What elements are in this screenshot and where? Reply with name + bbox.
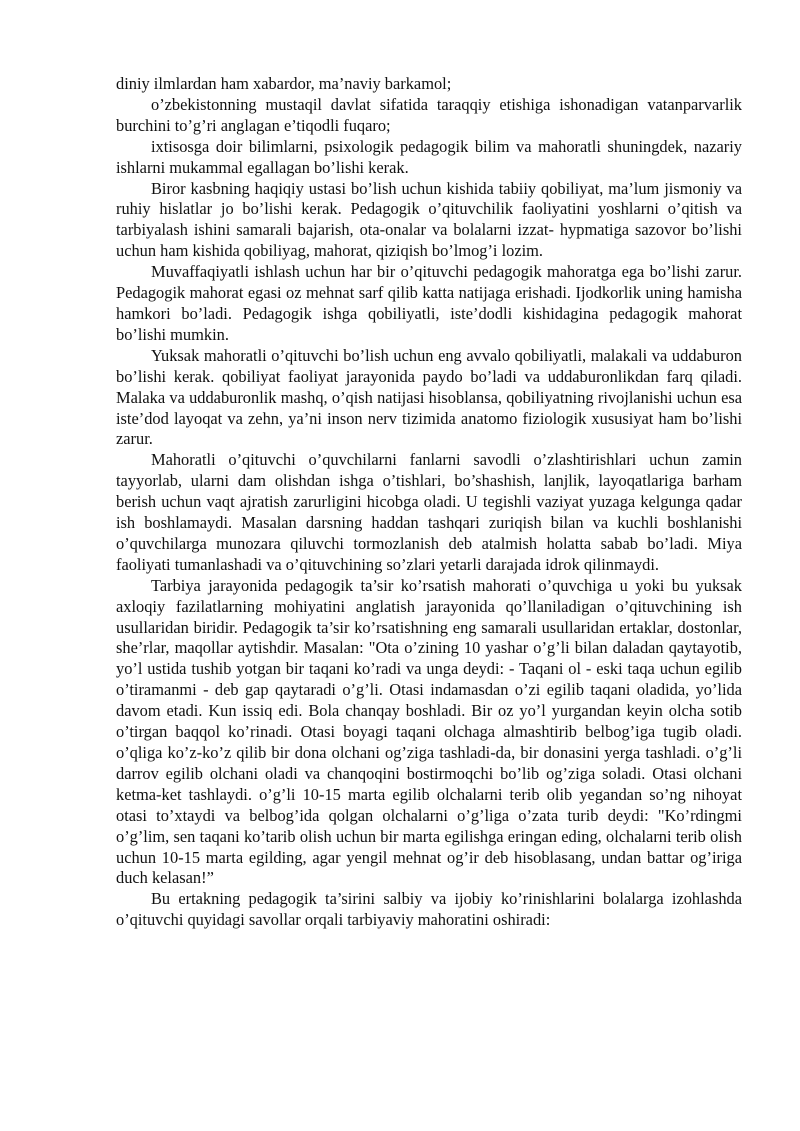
- paragraph-tale-explanation: Bu ertakning pedagogik ta’sirini salbiy va ijobiy ko’rinishlarini bolalarga izohlashda o’qituvchi quyidagi savollar orqali tarbiyaviy mahoratini oshiradi:: [116, 889, 742, 930]
- paragraph-continued: diniy ilmlardan ham xabardor, ma’naviy barkamol;: [116, 74, 452, 93]
- paragraph-skilled-teacher-prepares: Mahoratli o’qituvchi o’quvchilarni fanlarni savodli o’zlashtirishlari uchun zamin tayyorlab, ularni dam olishdan ishga o’tishlari, bo’shashish, lanjlik, layoqatlariga barham berish uchun vaqt ajratish zarurligini hicobga oladi. U tegishli vaziyat yuzaga kelgunga qadar ish boshlamaydi. Masalan darsning haddan tashqari zuriqish bilan va kuchli boshlanishi o’quvchilarga munozara qiluvchi tormozlanish deb atalmish holatta sabab bo’ladi. Miya faoliyati tumanlashadi va o’qituvchining so’zlari yetarli darajada idrok qilinmaydi.: [116, 450, 742, 574]
- paragraph-high-skill-teacher: Yuksak mahoratli o’qituvchi bo’lish uchun eng avvalo qobiliyatli, malakali va uddaburon bo’lishi kerak. qobiliyat faoliyat jarayonida paydo bo’ladi va uddaburonlikdan farq qiladi. Malaka va uddaburonlik mashq, o’qish natijasi hisoblansa, qobiliyatning rivojlanishi uchun esa iste’dod layoqat va zehn, ya’ni inson nerv tizimida anatomo fiziologik xususiyat ham bo’lishi zarur.: [116, 345, 742, 449]
- paragraph-pedagogical-mastery: Muvaffaqiyatli ishlash uchun har bir o’qituvchi pedagogik mahoratga ega bo’lishi zarur. Pedagogik mahorat egasi oz mehnat sarf qilib katta natijaga erishadi. Ijodkorlik uning hamisha hamkori bo’ladi. Pedagogik ishga qobiliyatli, iste’dodli kishidagina pedagogik mahorat bo’lishi mumkin.: [116, 262, 742, 344]
- paragraph-specialty-knowledge: ixtisosga doir bilimlarni, psixologik pedagogik bilim va mahoratli shuningdek, nazariy ishlarni mukammal egallagan bo’lishi kerak.: [116, 136, 742, 177]
- paragraph-pedagogical-influence-tale: Tarbiya jarayonida pedagogik ta’sir ko’rsatish mahorati o’quvchiga u yoki bu yuksak axloqiy fazilatlarning mohiyatini anglatish jarayonida qo’llaniladigan o’qituvchining ish usullaridan biridir. Pedagogik ta’sir ko’rsatishning eng samarali usullaridan ertaklar, dostonlar, she’rlar, maqollar aytishdir. Masalan: "Ota o’zining 10 yashar o’g’li bilan daladan qaytayotib, yo’l ustida tushib yotgan bir taqani ko’radi va unga deydi: - Taqani ol - eski taqa uchun egilib o’tiramanmi - deb gap qaytaradi o’g’li. Otasi indamasdan o’zi egilib taqani oladida, yo’lida davom etadi. Kun issiq edi. Bola chanqay boshladi. Bir oz yo’l yurgandan keyin olcha sotib o’tirgan baqqol ko’rinadi. Otasi boyagi taqani olchaga almashtirib belbog’iga tugib oladi. o’qliga ko’z-ko’z qilib bir dona olchani og’ziga tashladi-da, bir donasini yerga tashladi. o’g’li darrov egilib olchani oladi va chanqoqini bostirmoqchi bo’lib og’ziga soladi. Otasi olchani ketma-ket tashlaydi. o’g’li 10-15 marta egilib olchalarni terib olib yegandan so’ng nihoyat otasi to’xtaydi va belbog’ida qolgan olchalarni o’g’liga o’zata turib deydi: "Ko’rdingmi o’g’lim, sen taqani ko’tarib olish uchun bir marta egilishga eringan eding, olchalarni terib olish uchun 10-15 marta egilding, agar yengil mehnat og’ir deb hisoblasang, undan battar og’iriga duch kelasan!”: [116, 575, 742, 888]
- paragraph-natural-ability: Biror kasbning haqiqiy ustasi bo’lish uchun kishida tabiiy qobiliyat, ma’lum jismoniy va ruhiy hislatlar jo bo’lishi kerak. Pedagogik o’qituvchilik faoliyatini yoshlarni o’qitish va tarbiyalash ishini samarali bajarish, ota-onalar va bolalarni izzat- hypmatiga sazovor bo’lishi uchun ham kishida qobiliyag, mahorat, qiziqish bo’lmog’i lozim.: [116, 178, 742, 261]
- paragraph-patriot-citizen: o’zbekistonning mustaqil davlat sifatida taraqqiy etishiga ishonadigan vatanparvarlik burchini to’g’ri anglagan e’tiqodli fuqaro;: [116, 94, 742, 135]
- document-page: [116, 74, 742, 931]
